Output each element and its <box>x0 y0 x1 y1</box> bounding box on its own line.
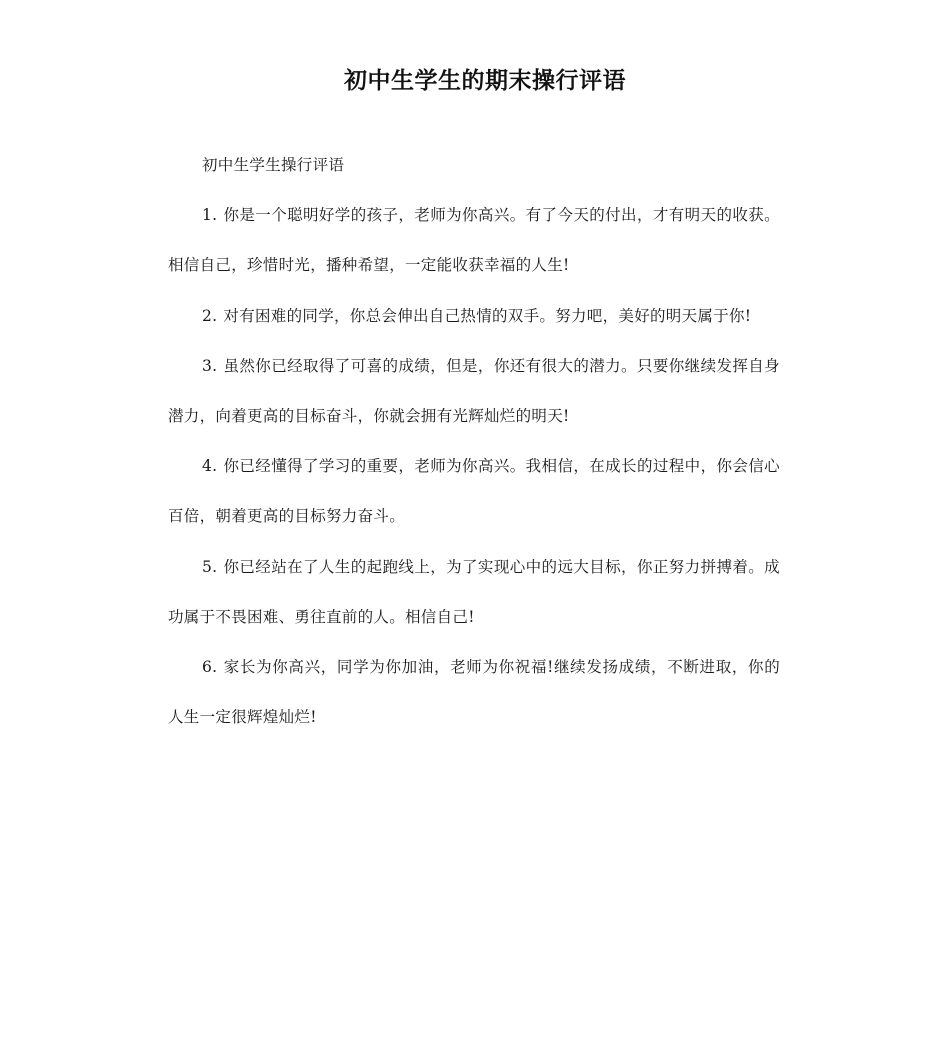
item-number: 3. <box>202 356 218 375</box>
comment-item-3 <box>168 341 780 441</box>
item-text: 家长为你高兴，同学为你加油，老师为你祝福!继续发扬成绩，不断进取，你的人生一定很辉煌灿烂! <box>168 658 780 727</box>
item-number: 1. <box>202 206 218 225</box>
subtitle-paragraph: 初中生学生操行评语 <box>202 156 345 174</box>
document-title: 初中生学生的期末操行评语 <box>344 68 626 94</box>
comment-item-5 <box>168 542 780 642</box>
item-text: 对有困难的同学，你总会伸出自己热情的双手。努力吧，美好的明天属于你! <box>223 306 752 325</box>
comment-item-4 <box>168 441 780 541</box>
comment-item-1 <box>168 190 780 290</box>
item-number: 4. <box>202 457 218 476</box>
item-text: 你是一个聪明好学的孩子，老师为你高兴。有了今天的付出，才有明天的收获。相信自己，珍惜时光，播种希望，一定能收获幸福的人生! <box>168 206 780 275</box>
item-text: 你已经站在了人生的起跑线上，为了实现心中的远大目标，你正努力拼搏着。成功属于不畏困难、勇往直前的人。相信自己! <box>168 557 780 626</box>
item-number: 2. <box>202 306 218 325</box>
comment-item-2 <box>168 291 780 341</box>
item-number: 5. <box>202 557 218 576</box>
document-body <box>168 140 780 742</box>
comment-item-6 <box>168 642 780 742</box>
item-number: 6. <box>202 658 218 677</box>
item-text: 你已经懂得了学习的重要，老师为你高兴。我相信，在成长的过程中，你会信心百倍，朝着更高的目标努力奋斗。 <box>168 457 780 526</box>
item-text: 虽然你已经取得了可喜的成绩，但是，你还有很大的潜力。只要你继续发挥自身潜力，向着更高的目标奋斗，你就会拥有光辉灿烂的明天! <box>168 356 780 426</box>
